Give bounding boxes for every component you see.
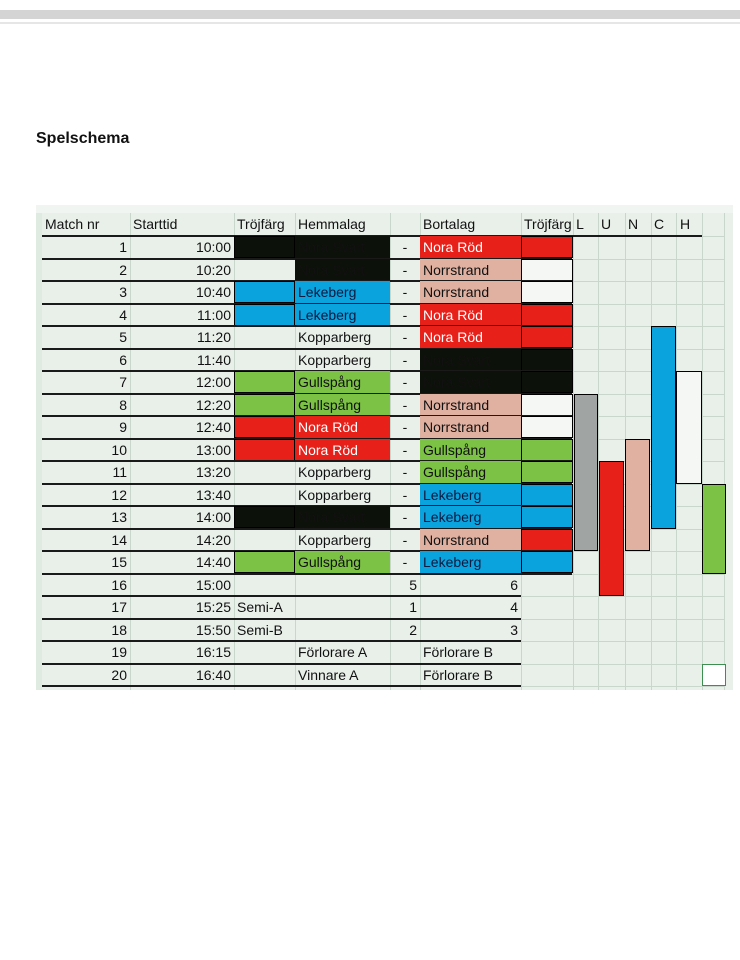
- start-time-cell[interactable]: 14:00: [195, 509, 231, 525]
- home-team-cell[interactable]: Kopparberg: [298, 464, 372, 480]
- separator-cell[interactable]: -: [402, 396, 408, 413]
- away-shirt-color-cell[interactable]: [521, 506, 573, 528]
- away-team-cell[interactable]: Gullspång: [420, 461, 521, 483]
- separator-cell[interactable]: -: [402, 329, 408, 345]
- home-team-cell[interactable]: Nora Svart: [295, 259, 390, 281]
- row-underline: [42, 685, 521, 687]
- rest-bar-h[interactable]: [676, 371, 702, 484]
- start-time-cell[interactable]: 11:20: [197, 329, 231, 345]
- rest-bar-u[interactable]: [599, 461, 624, 596]
- match-nr-cell[interactable]: 12: [111, 486, 127, 503]
- start-time-cell[interactable]: 16:40: [195, 666, 231, 683]
- header-starttid[interactable]: Starttid: [133, 216, 178, 232]
- home-team-cell[interactable]: Kopparberg: [298, 486, 372, 503]
- start-time-cell[interactable]: 10:00: [195, 239, 231, 255]
- match-nr-cell[interactable]: 14: [111, 531, 127, 548]
- match-nr-cell[interactable]: 5: [119, 329, 127, 345]
- start-time-cell[interactable]: 15:00: [195, 576, 231, 593]
- away-shirt-color-cell[interactable]: [521, 461, 573, 483]
- home-shirt-color-cell[interactable]: [234, 236, 295, 258]
- away-team-cell[interactable]: Lekeberg: [420, 506, 521, 528]
- away-shirt-color-cell[interactable]: [521, 371, 573, 393]
- match-nr-cell[interactable]: 6: [119, 351, 127, 368]
- stage-cell[interactable]: [234, 664, 295, 686]
- start-time-cell[interactable]: 13:40: [195, 486, 231, 503]
- home-team-cell[interactable]: Vinnare A: [298, 666, 359, 683]
- home-team-cell[interactable]: Nora Röd: [295, 439, 390, 461]
- header-l[interactable]: L: [576, 216, 584, 232]
- home-shirt-color-cell[interactable]: [234, 506, 295, 528]
- away-team-cell[interactable]: Norrstrand: [420, 529, 521, 551]
- match-nr-cell[interactable]: 3: [119, 284, 127, 300]
- selected-cell[interactable]: [702, 664, 726, 687]
- separator-cell[interactable]: -: [402, 374, 408, 390]
- home-shirt-color-cell[interactable]: [234, 461, 295, 483]
- start-time-cell[interactable]: 15:50: [195, 621, 231, 638]
- home-shirt-color-cell[interactable]: [234, 326, 295, 348]
- header-c[interactable]: C: [653, 216, 665, 232]
- match-nr-cell[interactable]: 19: [111, 644, 127, 660]
- away-shirt-color-cell[interactable]: [521, 439, 573, 461]
- match-nr-cell[interactable]: 1: [119, 239, 127, 255]
- match-nr-cell[interactable]: 15: [111, 554, 127, 570]
- separator-cell[interactable]: -: [402, 419, 408, 435]
- home-shirt-color-cell[interactable]: [234, 371, 295, 393]
- away-shirt-color-cell[interactable]: [521, 394, 573, 416]
- away-shirt-color-cell[interactable]: [521, 551, 573, 573]
- toolbar-edge: [0, 22, 740, 24]
- away-team-cell[interactable]: Nora Röd: [420, 304, 521, 326]
- header-trojfarg-away[interactable]: Tröjfärg: [524, 216, 572, 232]
- start-time-cell[interactable]: 13:00: [195, 441, 231, 458]
- away-shirt-color-cell[interactable]: [521, 529, 573, 551]
- header-n[interactable]: N: [627, 216, 639, 232]
- match-nr-cell[interactable]: 2: [119, 261, 127, 278]
- match-nr-cell[interactable]: 13: [111, 509, 127, 525]
- header-bortalag[interactable]: Bortalag: [423, 216, 476, 232]
- home-team-cell[interactable]: Kopparberg: [298, 329, 372, 345]
- away-shirt-color-cell[interactable]: [521, 304, 573, 326]
- start-time-cell[interactable]: 14:20: [195, 531, 231, 548]
- match-nr-cell[interactable]: 17: [111, 599, 127, 615]
- away-shirt-color-cell[interactable]: [521, 326, 573, 348]
- away-shirt-color-cell[interactable]: [521, 281, 573, 303]
- match-nr-cell[interactable]: 20: [111, 666, 127, 683]
- home-team-cell[interactable]: 1: [409, 599, 417, 615]
- away-team-cell[interactable]: Norrstrand: [420, 259, 521, 281]
- spreadsheet-area: [36, 205, 733, 690]
- home-team-cell[interactable]: 2: [409, 621, 417, 638]
- match-nr-cell[interactable]: 7: [119, 374, 127, 390]
- toolbar-shadow: [0, 10, 740, 19]
- away-shirt-color-cell[interactable]: [521, 236, 573, 258]
- away-team-cell[interactable]: Nora Svart: [420, 349, 521, 371]
- home-shirt-color-cell[interactable]: [234, 484, 295, 506]
- home-team-cell[interactable]: Gullspång: [295, 371, 390, 393]
- away-team-cell[interactable]: Nora Röd: [420, 326, 521, 348]
- separator-cell[interactable]: -: [402, 284, 408, 300]
- home-shirt-color-cell[interactable]: [234, 281, 295, 303]
- away-team-cell[interactable]: Förlorare B: [423, 666, 494, 683]
- away-team-cell[interactable]: Nora Svart: [420, 371, 521, 393]
- start-time-cell[interactable]: 16:15: [195, 644, 231, 660]
- separator-cell[interactable]: -: [402, 554, 408, 570]
- match-nr-cell[interactable]: 18: [111, 621, 127, 638]
- away-team-cell[interactable]: Norrstrand: [420, 416, 521, 438]
- rest-bar-x[interactable]: [702, 484, 726, 574]
- stage-cell[interactable]: [234, 641, 295, 663]
- home-team-cell[interactable]: Kopparberg: [298, 351, 372, 368]
- home-shirt-color-cell[interactable]: [234, 551, 295, 573]
- start-time-cell[interactable]: 12:20: [195, 396, 231, 413]
- away-team-cell[interactable]: Norrstrand: [420, 394, 521, 416]
- match-nr-cell[interactable]: 11: [112, 464, 127, 480]
- match-nr-cell[interactable]: 9: [119, 419, 127, 435]
- home-team-cell[interactable]: Gullspång: [295, 394, 390, 416]
- separator-cell[interactable]: -: [402, 261, 408, 278]
- start-time-cell[interactable]: 15:25: [195, 599, 231, 615]
- start-time-cell[interactable]: 11:00: [197, 306, 231, 323]
- header-hemmalag[interactable]: Hemmalag: [298, 216, 366, 232]
- separator-cell[interactable]: -: [402, 509, 408, 525]
- home-team-cell[interactable]: Nora Svart: [295, 506, 390, 528]
- match-nr-cell[interactable]: 8: [119, 396, 127, 413]
- top-toolbar-band: [0, 0, 740, 28]
- away-team-cell[interactable]: Lekeberg: [420, 551, 521, 573]
- home-shirt-color-cell[interactable]: [234, 416, 295, 438]
- home-team-cell[interactable]: Lekeberg: [295, 281, 390, 303]
- header-match-nr[interactable]: Match nr: [45, 216, 100, 232]
- match-nr-cell[interactable]: 10: [111, 441, 127, 458]
- home-team-cell[interactable]: 5: [409, 576, 417, 593]
- column-header-strip: [36, 205, 733, 213]
- home-team-cell[interactable]: Kopparberg: [298, 531, 372, 548]
- away-team-cell[interactable]: 3: [510, 621, 518, 638]
- home-shirt-color-cell[interactable]: [234, 529, 295, 551]
- match-nr-cell[interactable]: 16: [111, 576, 127, 593]
- home-shirt-color-cell[interactable]: [234, 304, 295, 326]
- start-time-cell[interactable]: 14:40: [195, 554, 231, 570]
- stage-cell[interactable]: [234, 574, 295, 596]
- home-shirt-color-cell[interactable]: [234, 259, 295, 281]
- home-shirt-color-cell[interactable]: [234, 394, 295, 416]
- away-team-cell[interactable]: Lekeberg: [420, 484, 521, 506]
- away-team-cell[interactable]: 4: [510, 599, 518, 615]
- away-shirt-color-cell[interactable]: [521, 484, 573, 506]
- separator-cell[interactable]: -: [402, 351, 408, 368]
- home-team-cell[interactable]: Lekeberg: [295, 304, 390, 326]
- home-team-cell[interactable]: Nora Svart: [295, 236, 390, 258]
- away-team-cell[interactable]: Förlorare B: [423, 644, 494, 660]
- separator-cell[interactable]: -: [402, 464, 408, 480]
- start-time-cell[interactable]: 10:40: [195, 284, 231, 300]
- away-team-cell[interactable]: Gullspång: [420, 439, 521, 461]
- separator-cell[interactable]: -: [402, 239, 408, 255]
- rest-bar-n[interactable]: [625, 439, 650, 552]
- away-shirt-color-cell[interactable]: [521, 349, 573, 371]
- home-team-cell[interactable]: Gullspång: [295, 551, 390, 573]
- home-team-cell[interactable]: Nora Röd: [295, 416, 390, 438]
- header-h[interactable]: H: [679, 216, 691, 232]
- home-team-cell[interactable]: Förlorare A: [298, 644, 368, 660]
- stage-cell[interactable]: Semi-A: [237, 599, 283, 615]
- gridline-vertical: [724, 213, 725, 690]
- separator-cell[interactable]: -: [402, 306, 408, 323]
- separator-cell[interactable]: -: [402, 531, 408, 548]
- away-team-cell[interactable]: Nora Röd: [420, 236, 521, 258]
- stage-cell[interactable]: Semi-B: [237, 621, 283, 638]
- start-time-cell[interactable]: 12:00: [195, 374, 231, 390]
- away-team-cell[interactable]: 6: [510, 576, 518, 593]
- start-time-cell[interactable]: 13:20: [195, 464, 231, 480]
- rest-bar-l[interactable]: [574, 394, 598, 552]
- rest-bar-c[interactable]: [651, 326, 676, 529]
- away-team-cell[interactable]: Norrstrand: [420, 281, 521, 303]
- away-shirt-color-cell[interactable]: [521, 259, 573, 281]
- header-u[interactable]: U: [600, 216, 612, 232]
- match-nr-cell[interactable]: 4: [119, 306, 127, 323]
- away-shirt-color-cell[interactable]: [521, 416, 573, 438]
- separator-cell[interactable]: -: [402, 441, 408, 458]
- start-time-cell[interactable]: 11:40: [197, 351, 231, 368]
- page-title: Spelschema: [36, 130, 130, 147]
- start-time-cell[interactable]: 12:40: [195, 419, 231, 435]
- header-trojfarg-home[interactable]: Tröjfärg: [237, 216, 285, 232]
- separator-cell[interactable]: -: [402, 486, 408, 503]
- start-time-cell[interactable]: 10:20: [195, 261, 231, 278]
- home-shirt-color-cell[interactable]: [234, 349, 295, 371]
- home-shirt-color-cell[interactable]: [234, 439, 295, 461]
